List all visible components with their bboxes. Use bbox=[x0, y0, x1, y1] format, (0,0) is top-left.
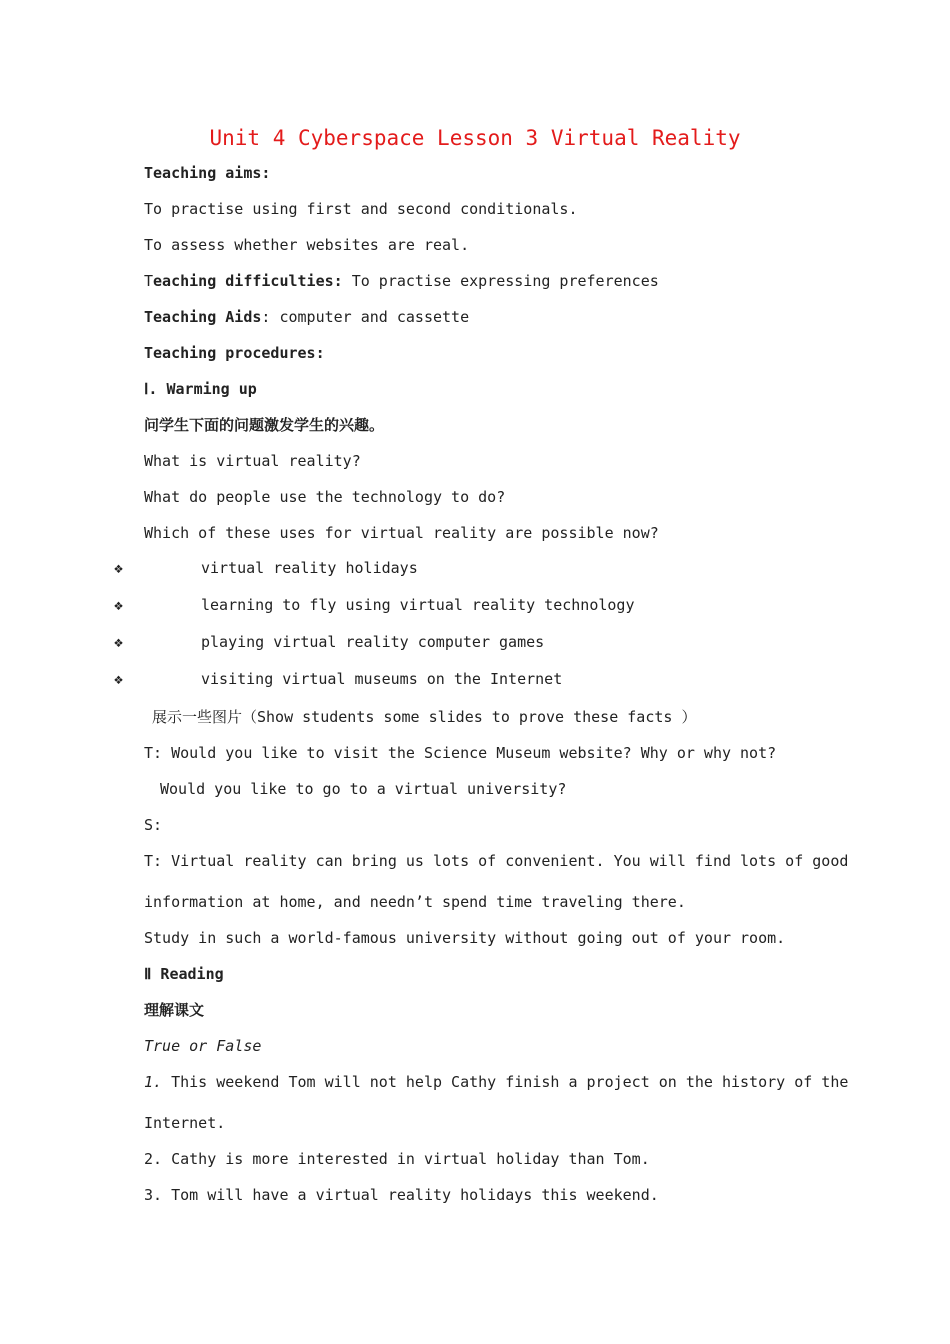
section-warming-up-heading: Ⅰ. Warming up bbox=[144, 380, 257, 398]
document-title: Unit 4 Cyberspace Lesson 3 Virtual Reality bbox=[209, 126, 741, 150]
slides-note: 展示一些图片（Show students some slides to prove these facts ） bbox=[152, 708, 697, 726]
warming-up-instruction: 问学生下面的问题激发学生的兴趣。 bbox=[144, 416, 385, 434]
bullet-item: virtual reality holidays bbox=[201, 559, 418, 577]
aim-2: To assess whether websites are real. bbox=[144, 236, 470, 254]
difficulties-label: eaching difficulties: bbox=[153, 272, 343, 290]
question-1: What is virtual reality? bbox=[144, 452, 361, 470]
true-false-heading: True or False bbox=[144, 1037, 262, 1055]
teacher-question-1: T: Would you like to visit the Science Museum website? Why or why not? bbox=[144, 744, 777, 762]
difficulties-label-first: T bbox=[144, 272, 154, 290]
teacher-statement-line-2: information at home, and needn’t spend time traveling there. bbox=[144, 893, 686, 911]
aids-label: Teaching Aids bbox=[144, 308, 262, 326]
tf-item-1-continued: Internet. bbox=[144, 1114, 226, 1132]
teaching-aids bbox=[144, 307, 469, 327]
bullet-item: visiting virtual museums on the Internet bbox=[201, 670, 563, 688]
tf-item-1 bbox=[144, 1072, 848, 1092]
bullet-icon: ❖ bbox=[114, 596, 124, 614]
teaching-aims-heading: Teaching aims: bbox=[144, 164, 271, 182]
teacher-question-2: Would you like to go to a virtual university? bbox=[160, 780, 567, 798]
aids-text: : computer and cassette bbox=[261, 308, 470, 326]
bullet-item: learning to fly using virtual reality technology bbox=[201, 596, 635, 614]
section-reading-heading: Ⅱ Reading bbox=[144, 965, 224, 983]
tf-item-1-number: 1. bbox=[144, 1073, 163, 1091]
difficulties-text: To practise expressing preferences bbox=[342, 272, 659, 290]
teaching-difficulties bbox=[144, 271, 659, 291]
tf-item-2: 2. Cathy is more interested in virtual holiday than Tom. bbox=[144, 1150, 650, 1168]
bullet-icon: ❖ bbox=[114, 633, 124, 651]
question-3: Which of these uses for virtual reality are possible now? bbox=[144, 524, 659, 542]
bullet-icon: ❖ bbox=[114, 670, 124, 688]
tf-item-3: 3. Tom will have a virtual reality holidays this weekend. bbox=[144, 1186, 659, 1204]
question-2: What do people use the technology to do? bbox=[144, 488, 506, 506]
aim-1: To practise using first and second conditionals. bbox=[144, 200, 578, 218]
procedures-heading: Teaching procedures: bbox=[144, 344, 325, 362]
teacher-statement-line-3: Study in such a world-famous university without going out of your room. bbox=[144, 929, 786, 947]
student-label: S: bbox=[144, 816, 163, 834]
teacher-statement-line-1: T: Virtual reality can bring us lots of convenient. You will find lots of good bbox=[144, 852, 849, 870]
tf-item-1-text: This weekend Tom will not help Cathy finish a project on the history of the bbox=[162, 1073, 849, 1091]
bullet-icon: ❖ bbox=[114, 559, 124, 577]
bullet-item: playing virtual reality computer games bbox=[201, 633, 545, 651]
reading-instruction: 理解课文 bbox=[144, 1001, 205, 1019]
